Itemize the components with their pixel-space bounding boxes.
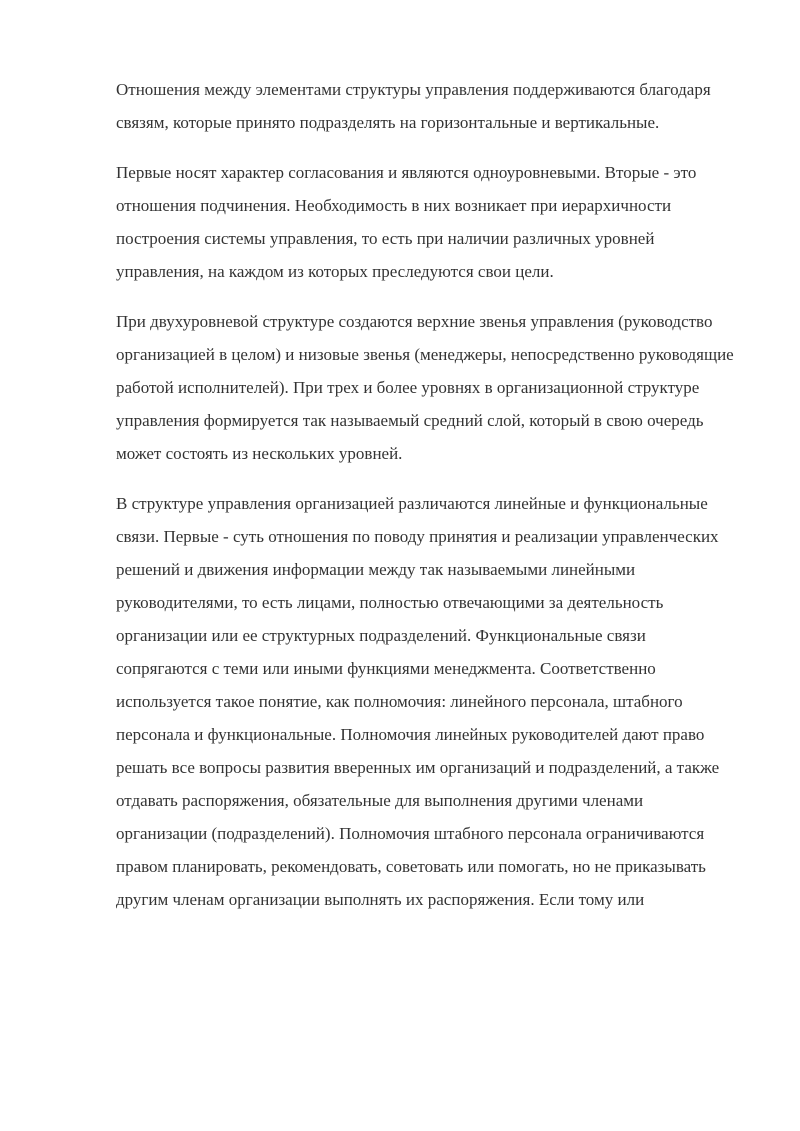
- paragraph-3: При двухуровневой структуре создаются верхние звенья управления (руководство организацией в целом) и низовые звенья (менеджеры, непосредственно руководящие работой исполнителей). При трех и более уровнях в организационной структуре управления формируется так называемый средний слой, который в свою очередь может состоять из нескольких уровней.: [116, 312, 734, 463]
- paragraph-4: В структуре управления организацией различаются линейные и функциональные связи. Первые - суть отношения по поводу принятия и реализации управленческих решений и движения информации между так называемыми линейными руководителями, то есть лицами, полностью отвечающими за деятельность организации или ее структурных подразделений. Функциональные связи сопрягаются с теми или иными функциями менеджмента. Соответственно используется такое понятие, как полномочия: линейного персонала, штабного персонала и функциональные. Полномочия линейных руководителей дают право решать все вопросы развития вверенных им организаций и подразделений, а также отдавать распоряжения, обязательные для выполнения другими членами организации (подразделений). Полномочия штабного персонала ограничиваются правом планировать, рекомендовать, советовать или помогать, но не приказывать другим членам организации выполнять их распоряжения. Если тому или: [116, 494, 720, 909]
- document-body: [116, 73, 736, 916]
- paragraph-1: Отношения между элементами структуры управления поддерживаются благодаря связям, которые принято подразделять на горизонтальные и вертикальные.: [116, 80, 711, 132]
- paragraph-2: Первые носят характер согласования и являются одноуровневыми. Вторые - это отношения подчинения. Необходимость в них возникает при иерархичности построения системы управления, то есть при наличии различных уровней управления, на каждом из которых преследуются свои цели.: [116, 163, 697, 281]
